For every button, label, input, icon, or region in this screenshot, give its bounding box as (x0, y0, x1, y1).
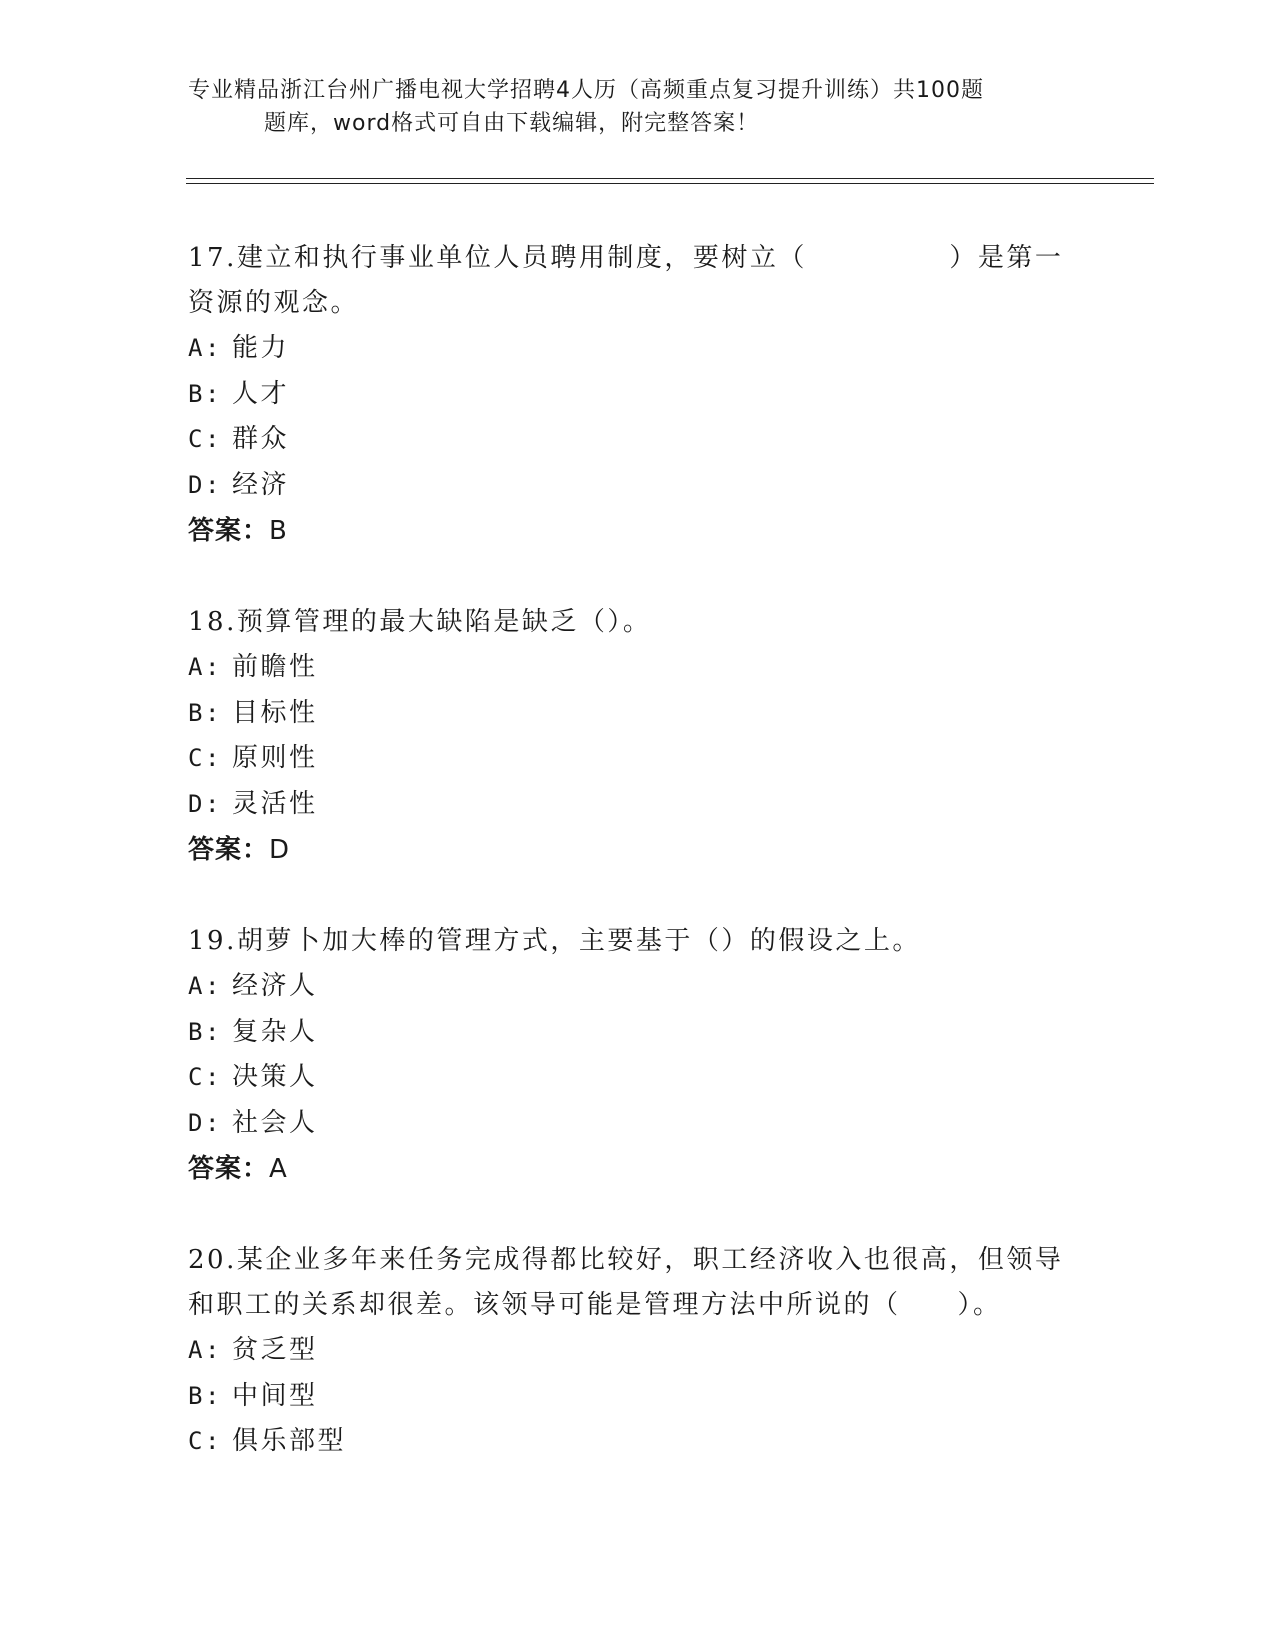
answer-value: D (269, 835, 291, 865)
option-text: 灵活性 (232, 788, 318, 819)
question-text: 19.胡萝卜加大棒的管理方式，主要基于（）的假设之上。 (188, 926, 921, 956)
question-text: 18.预算管理的最大缺陷是缺乏（）。 (188, 607, 652, 637)
option-letter: A: (188, 972, 222, 1000)
option-text: 中间型 (232, 1380, 318, 1411)
question-19 (188, 919, 1088, 1192)
option-d (188, 1101, 1088, 1147)
option-b (188, 372, 1088, 418)
option-c (188, 417, 1088, 463)
question-list (188, 236, 1088, 1511)
option-text: 决策人 (232, 1062, 318, 1092)
option-letter: D: (188, 470, 222, 499)
header-divider-bottom (186, 183, 1154, 184)
option-letter: C: (188, 1063, 222, 1091)
option-letter: A: (188, 653, 222, 681)
option-text: 原则性 (232, 743, 318, 773)
header-divider-top (186, 178, 1154, 179)
option-a (188, 326, 1088, 372)
option-letter: D: (188, 789, 222, 818)
option-letter: B: (188, 379, 222, 408)
answer-line (188, 1146, 1088, 1192)
option-text: 目标性 (232, 697, 318, 728)
option-letter: B: (188, 1381, 222, 1410)
answer-label: 答案： (188, 1154, 270, 1184)
option-letter: B: (188, 698, 222, 727)
option-b (188, 1010, 1088, 1056)
question-20 (188, 1238, 1088, 1465)
option-text: 复杂人 (232, 1016, 318, 1047)
option-text: 贫乏型 (232, 1335, 318, 1365)
option-c (188, 736, 1088, 782)
option-text: 前瞻性 (232, 652, 318, 682)
answer-value: B (269, 516, 288, 546)
option-d (188, 463, 1088, 509)
option-a (188, 1328, 1088, 1374)
option-text: 经济 (232, 469, 290, 500)
answer-label: 答案： (188, 835, 270, 865)
answer-label: 答案： (188, 516, 270, 546)
option-text: 社会人 (232, 1107, 318, 1138)
document-header (188, 74, 1068, 140)
option-b (188, 691, 1088, 737)
option-letter: C: (188, 744, 222, 772)
option-text: 俱乐部型 (232, 1426, 347, 1456)
option-text: 人才 (232, 378, 290, 409)
header-title-line-2: 题库，word格式可自由下载编辑，附完整答案！ (264, 111, 760, 136)
option-letter: B: (188, 1017, 222, 1046)
option-letter: A: (188, 1336, 222, 1364)
option-c (188, 1419, 1088, 1465)
option-letter: C: (188, 425, 222, 453)
option-a (188, 964, 1088, 1010)
question-text: 20.某企业多年来任务完成得都比较好，职工经济收入也很高，但领导和职工的关系却很差。该领导可能是管理方法中所说的（ ）。 (188, 1245, 1064, 1320)
option-text: 群众 (232, 424, 290, 454)
option-letter: D: (188, 1108, 222, 1137)
answer-line (188, 508, 1088, 554)
option-a (188, 645, 1088, 691)
option-letter: C: (188, 1427, 222, 1455)
question-17 (188, 236, 1088, 554)
answer-value: A (269, 1154, 288, 1184)
option-b (188, 1374, 1088, 1420)
question-18 (188, 600, 1088, 873)
option-c (188, 1055, 1088, 1101)
option-text: 经济人 (232, 971, 318, 1001)
option-letter: A: (188, 334, 222, 362)
option-text: 能力 (232, 333, 290, 363)
header-title-line-1: 专业精品浙江台州广播电视大学招聘4人历（高频重点复习提升训练）共100题 (188, 78, 984, 103)
question-text: 17.建立和执行事业单位人员聘用制度，要树立（ ）是第一资源的观念。 (188, 243, 1064, 318)
answer-line (188, 827, 1088, 873)
option-d (188, 782, 1088, 828)
